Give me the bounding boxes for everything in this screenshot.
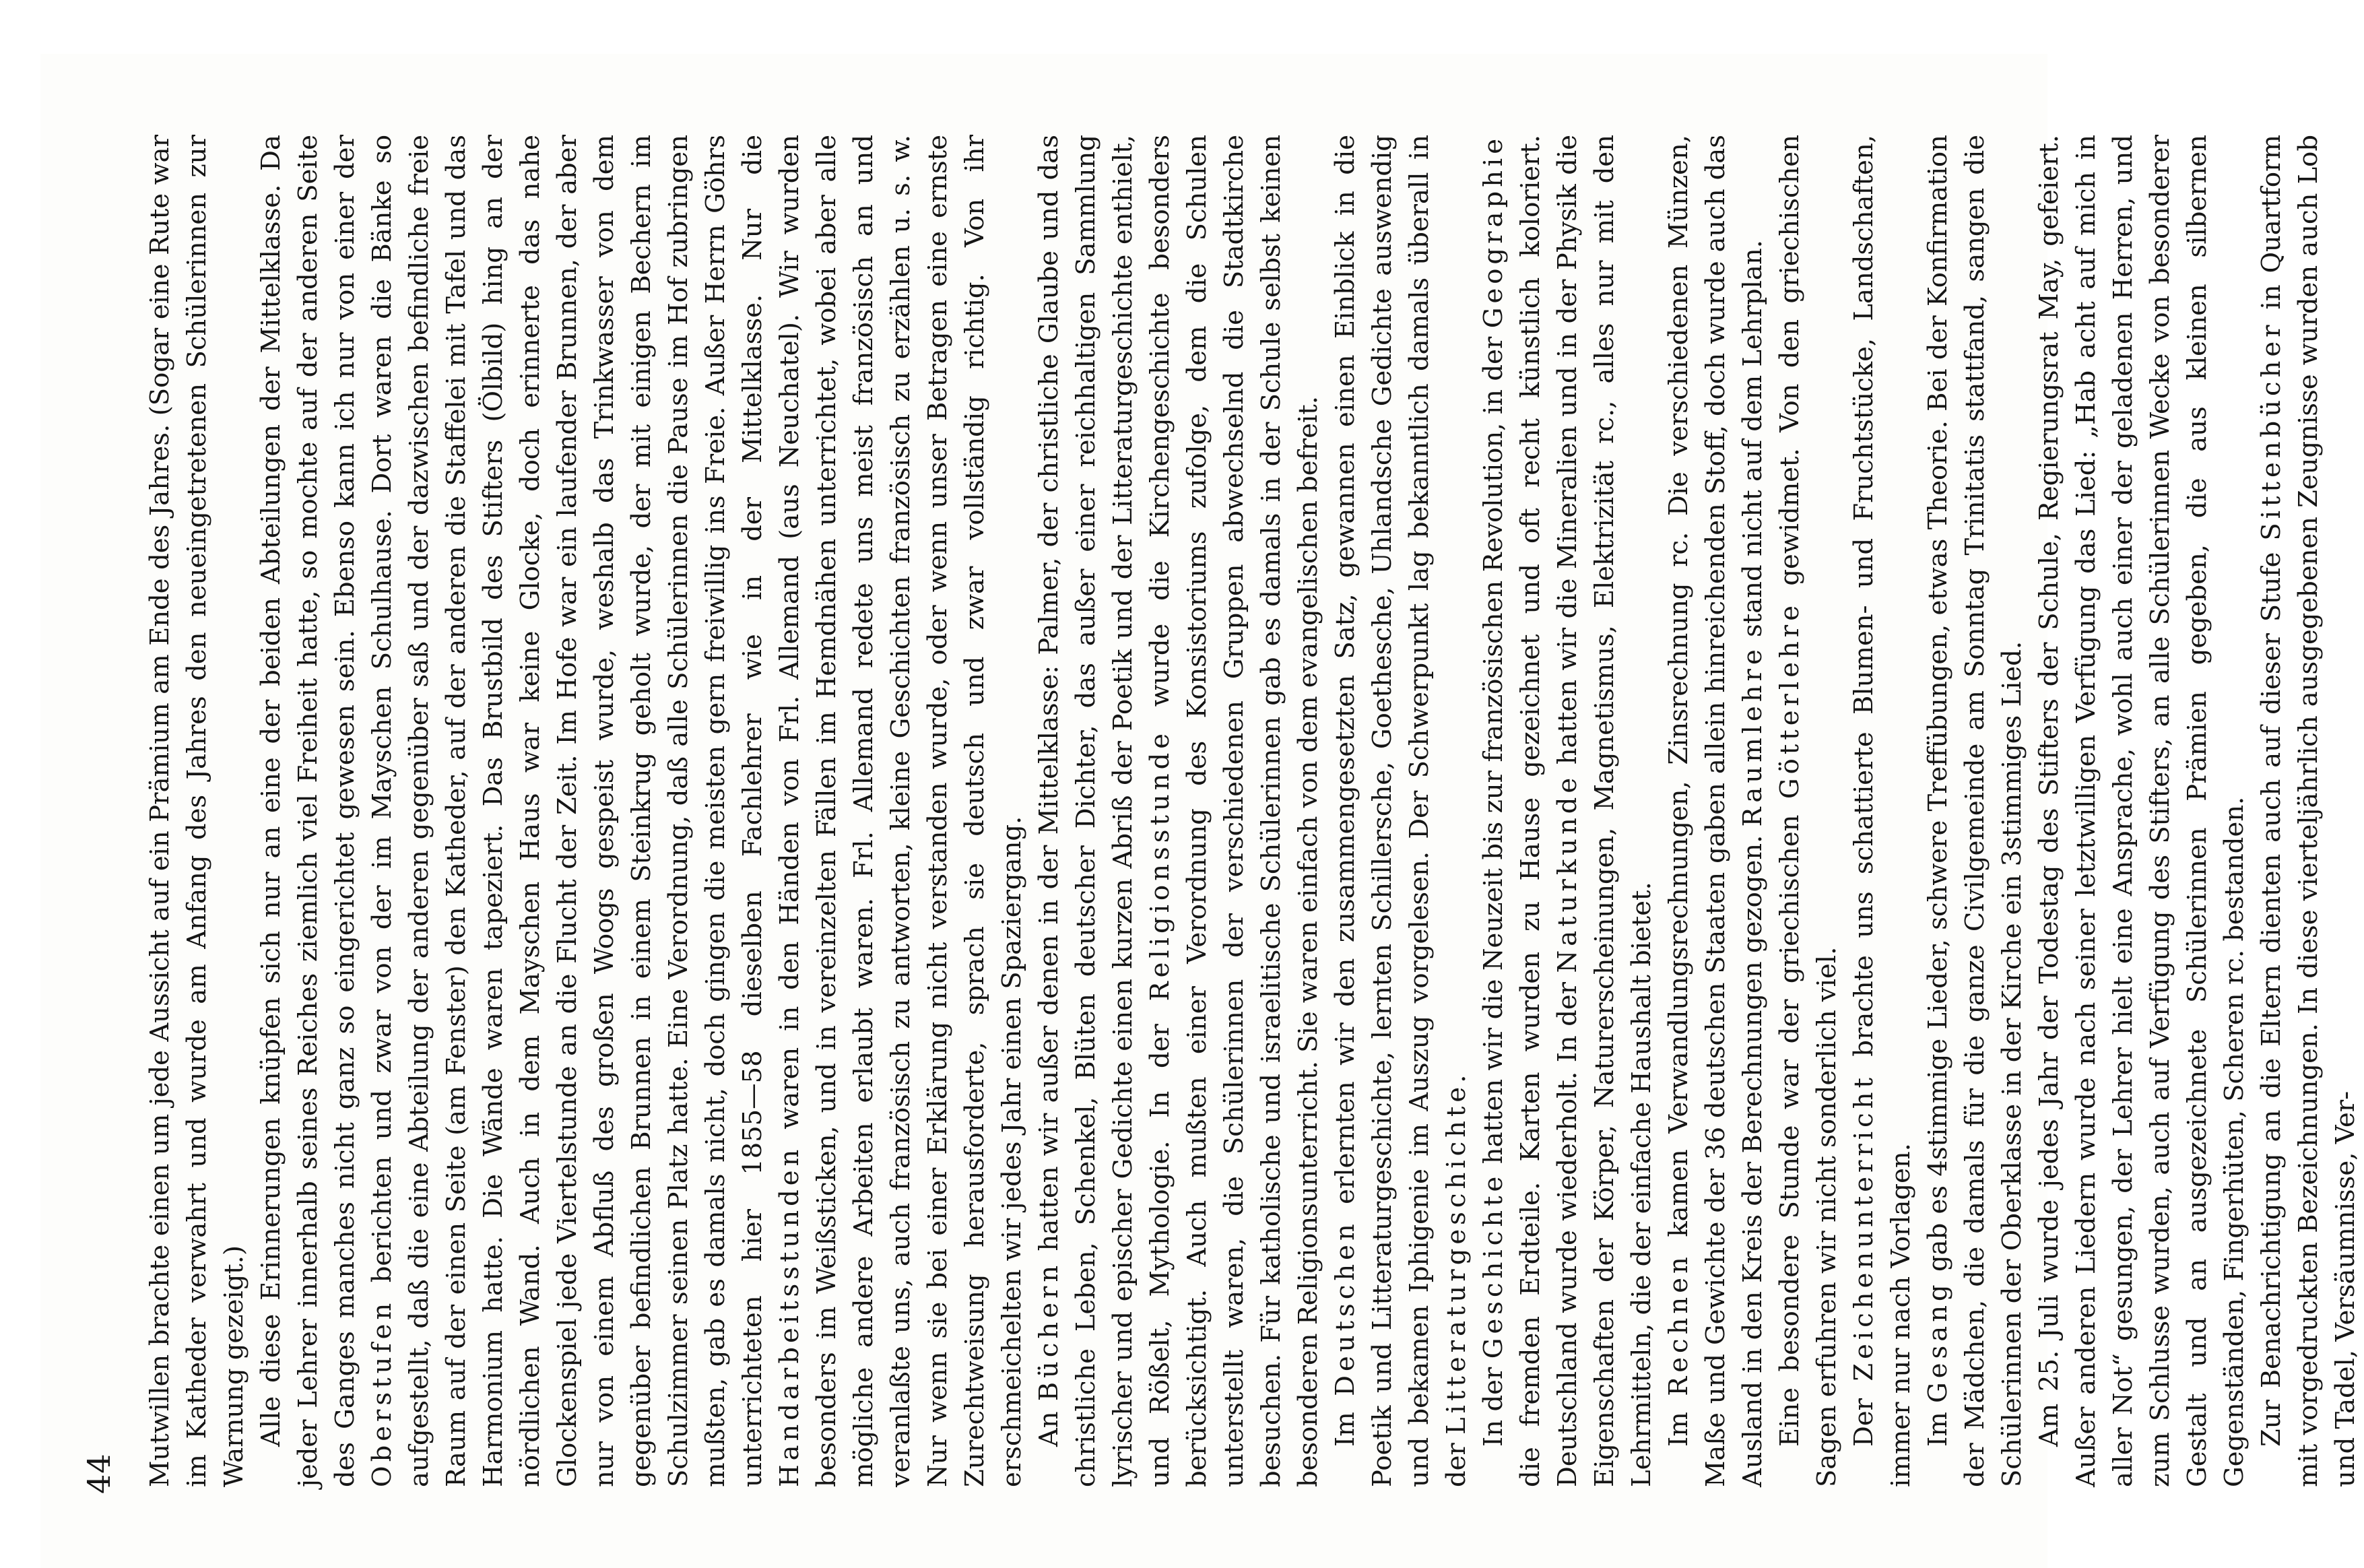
emphasized-term: Zeichenunterricht <box>1849 1074 1879 1381</box>
page-number: 44 <box>81 1453 117 1494</box>
text-run: Am 25. Juli wurde jedes Jahr der Todestag des Stifters der Schule, Regierungsrat May, gefeiert. Außer anderen Liedern wurde nach seiner letztwilligen Verfügung das Lied: „Hab acht auf mich in aller Not“ gesungen, der Lehrer hielt eine Ansprache, wohl auch einer der geladenen Herren, und zum Schlusse wurden, auch auf Verfügung des Stifters, an alle Schülerinnen Wecke von besonderer Gestalt und an ausgezeichnete Schülerinnen Prämien gegeben, die aus kleinen silbernen Gegenständen, Fingerhüten, Scheren rc. bestanden. <box>2034 135 2250 1487</box>
paragraph-p9 <box>1919 135 2031 1487</box>
emphasized-term: Raumlehre <box>1738 645 1768 827</box>
book-page-rotated <box>40 54 2361 1568</box>
emphasized-term: Oberstufen <box>367 1299 397 1487</box>
text-run: gab es 4stimmige Lieder, schwere Treffübungen, etwas Theorie. Bei der Konfirmation der Mädchen, die damals für die ganze Civilgemeinde am Sonntag Trinitatis stattfand, sangen die Schülerinnen der Oberklasse in der Kirche ein 3stimmiges Lied. <box>1923 135 2027 1487</box>
paragraph-p7 <box>1771 135 1845 1487</box>
text-run: stand nicht auf dem Lehrplan. <box>1738 240 1768 646</box>
paragraph-p11 <box>2253 135 2364 1487</box>
text-run: Alle diese Erinnerungen knüpfen sich nur an eine der beiden Abteilungen der Mittelklasse. Da jeder Lehrer innerhalb seines Reiches ziemlich viel Freiheit hatte, so mochte auf der anderen Seite des Ganges manches nicht ganz so eingerichtet gewesen sein. Ebenso kann ich nur von einer der <box>256 135 360 1487</box>
emphasized-term: Litteraturgeschichte <box>1441 1082 1472 1435</box>
text-run: die fremden Erdteile. Karten wurden zu Hause gezeichnet und oft recht künstlich koloriert. Deutschland wurde wiederholt. In der <box>1515 135 1583 1487</box>
text-run: Im <box>1923 1403 1953 1447</box>
emphasized-term: Religionsstunde <box>1145 729 1175 1002</box>
emphasized-term: Sittenbücher <box>2256 321 2287 541</box>
emphasized-term: Gesang <box>1923 1280 1953 1403</box>
text-run: erlernten wir den zusammengesetzten Satz, gewannen einen Einblick in die Poetik und Litteraturgeschichte, lernten Schillersche, Goethesche, Uhlandsche Gedichte auswendig und bekamen Iphigenie im Auszug vorgelesen. Der Schwerpunkt lag bekanntlich damals überall in der <box>1330 135 1472 1487</box>
text-run: berichten und zwar von der im Mayschen Schulhause. Dort waren die Bänke so aufgestellt, daß die eine Abteilung der anderen gegenüber saß und der dazwischen befindliche freie Raum auf der einen Seite (am Fenster) den Katheder, auf der anderen die Staffelei mit Tafel und das Harmonium hatte. Die Wände waren tapeziert. Das Brustbild des Stifters (Ölbild) hing an der nördlichen Wand. Auch in dem Mayschen Haus war keine Glocke, doch erinnerte das nahe Glockenspiel jede Viertelstunde an die Flucht der Zeit. Im Hofe war ein laufender Brunnen, der aber nur von einem Abfluß des großen Woogs gespeist wurde, weshalb das Trinkwasser von dem gegenüber befindlichen Brunnen in einem Steinkrug geholt wurde, der mit einigen Bechern im Schulzimmer seinen Platz hatte. Eine Verordnung, daß alle Schülerinnen die Pause im Hof zubringen mußten, gab es damals nicht, doch gingen die meisten gern freiwillig ins Freie. Außer Herrn Göhrs unterrichteten hier 1855—58 dieselben Fachlehrer wie in der Mittelklasse. Nur die <box>367 135 768 1487</box>
text-run: brachte uns schattierte Blumen- und Fruchtstücke, Landschaften, immer nur nach Vorlagen. <box>1849 135 1916 1487</box>
emphasized-term: Götterlehre <box>1775 601 1805 799</box>
text-run: Mutwillen brachte einen um jede Aussicht auf ein Prämium am Ende des Jahres. (Sogar eine Rute war im Katheder verwahrt und wurde am Anfang des Jahres den neueingetretenen Schülerinnen zur Warnung gezeigt.) <box>145 135 249 1487</box>
text-run: in Quartform mit vorgedruckten Bezeichnungen. In diese vierteljährlich ausgegebenen Zeugnisse wurden auch Lob und Tadel, Versäumnisse, Ver- <box>2256 135 2361 1487</box>
text-run: Eine besondere Stunde war der griechischen <box>1775 799 1805 1447</box>
text-run: Der <box>1849 1381 1879 1447</box>
text-run: An <box>1034 1401 1064 1447</box>
text-run: . <box>1441 1074 1472 1083</box>
text-run: hatten wir die Mineralien und in der Physik die Eigenschaften der Körper, Naturerscheinungen, Magnetismus, Elektrizität rc., alles nur mit den Lehrmitteln, die der einfache Haushalt bietet. <box>1552 135 1657 1487</box>
text-run: hatten wir außer denen in der Mittelklasse: Palmer, der christliche Glaube und das christliche Leben, Schenkel, Blüten deutscher Dichter, das außer einer reichhaltigen Sammlung lyrischer und epischer Gedichte einen kurzen Abriß der Poetik und der Litteraturgeschichte enthielt, und Rößelt, Mythologie. In der <box>1034 135 1175 1487</box>
text-run: wurde die Kirchengeschichte besonders berücksichtigt. Auch mußten einer Verordnung des Konsistoriums zufolge, dem die Schulen unterstellt waren, die Schülerinnen der verschiedenen Gruppen abwechselnd die Stadtkirche besuchen. Für katholische und israelitische Schülerinnen gab es damals in der Schule selbst keinen besonderen Religionsunterricht. Sie waren einfach von dem evangelischen befreit. <box>1145 134 1323 1487</box>
emphasized-term: Handarbeitsstunden <box>775 1145 805 1487</box>
paragraph-p10 <box>2031 135 2253 1487</box>
emphasized-term: Geographie <box>1478 135 1509 329</box>
text-run: In der <box>1478 1359 1509 1447</box>
paragraph-p3 <box>1030 135 1327 1487</box>
emphasized-term: Büchern <box>1034 1261 1064 1402</box>
text-run: kamen Verwandlungsrechnungen, Zinsrechnung rc. Die verschiedenen Münzen, Maße und Gewichte der 36 deutschen Staaten gaben allein hinreichenden Stoff, doch wurde auch das Ausland in den Kreis der Berechnungen gezogen. <box>1664 135 1768 1487</box>
emphasized-term: Rechnen <box>1664 1253 1694 1396</box>
emphasized-term: Naturkunde <box>1552 773 1583 973</box>
text-run: Zur Benachrichtigung an die Eltern dienten auch auf dieser Stufe <box>2256 540 2287 1447</box>
paragraph-p5 <box>1475 135 1660 1487</box>
text-run: Im <box>1664 1396 1694 1447</box>
text-run: waren in den Händen von Frl. Allemand (aus Neuchatel). Wir wurden besonders im Weißsticken, und in vereinzelten Fällen im Hemdnähen unterrichtet, wobei aber alle mögliche andere Arbeiten erlaubt waren. Frl. Allemand redete uns meist französisch an und veranlaßte uns, auch französisch zu antworten, kleine Geschichten französisch zu erzählen u. s. w. Nur wenn sie bei einer Erklärung nicht verstanden wurde, oder wenn unser Betragen eine ernste Zurechtweisung herausforderte, sprach sie deutsch und zwar vollständig richtig. Von ihr erschmeichelten wir jedes Jahr einen Spaziergang. <box>775 135 1027 1487</box>
emphasized-term: Deutschen <box>1330 1220 1360 1396</box>
paragraph-p6 <box>1660 135 1771 1487</box>
emphasized-term: Geschichte <box>1478 1172 1509 1359</box>
text-run: Im <box>1330 1396 1360 1447</box>
body-text <box>141 135 2364 1487</box>
text-run: hatten wir die Neuzeit bis zur französischen Revolution, in der <box>1478 328 1509 1173</box>
paragraph-p2 <box>253 135 1030 1487</box>
paragraph-p1 <box>141 135 253 1487</box>
text-run: gewidmet. Von den griechischen Sagen erfuhren wir nicht sonderlich viel. <box>1775 135 1842 1487</box>
paragraph-p4 <box>1327 135 1475 1487</box>
paragraph-p8 <box>1845 135 1919 1487</box>
